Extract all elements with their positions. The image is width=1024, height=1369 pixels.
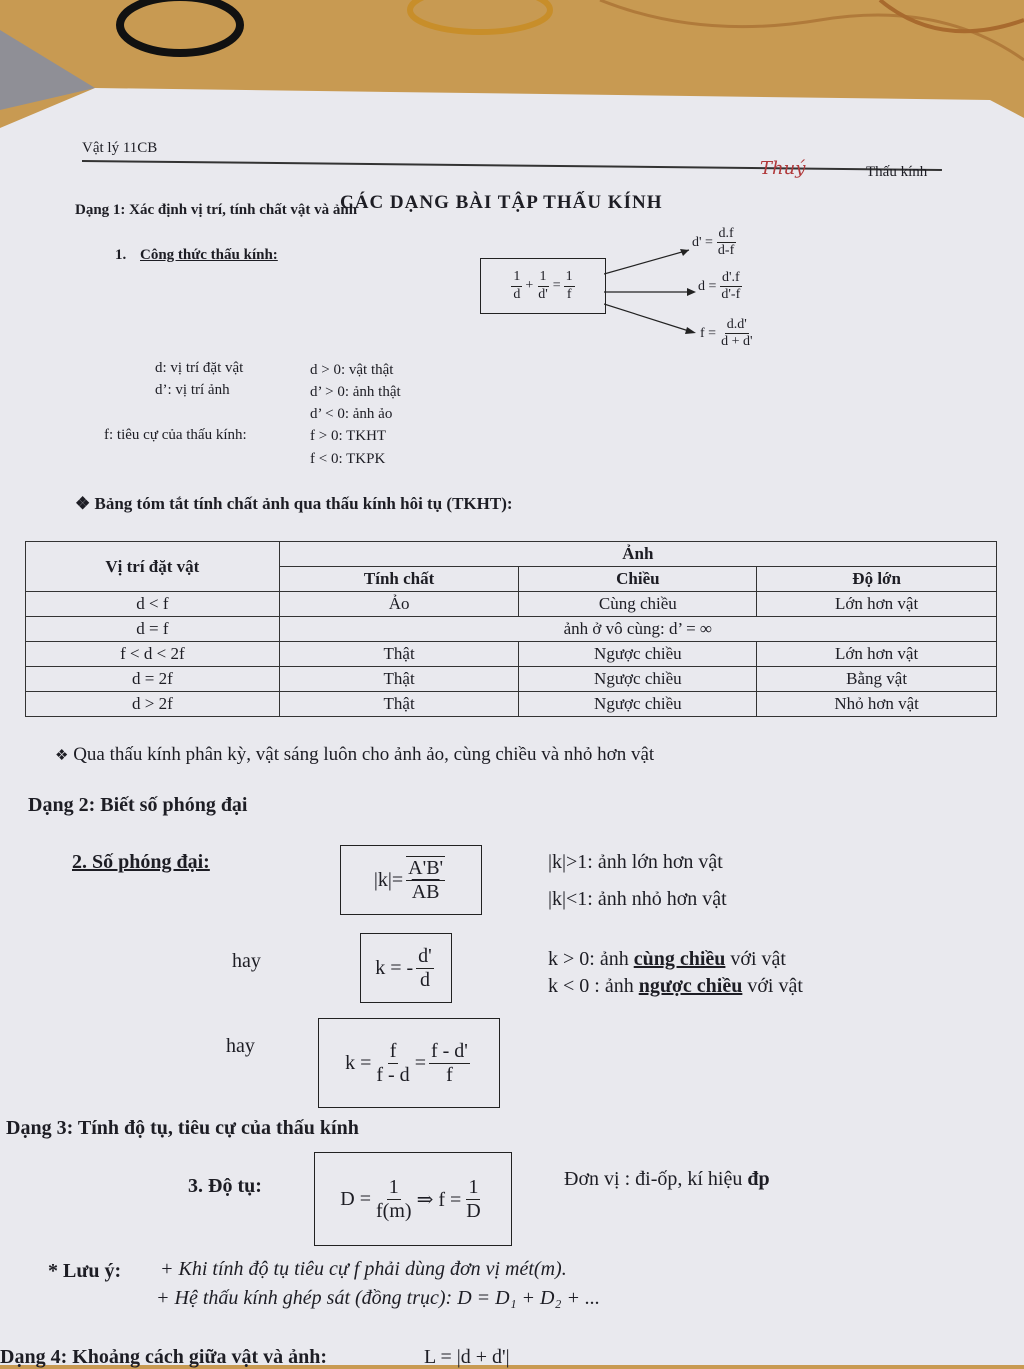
col-size-header: Độ lớn [757,567,997,592]
formula-d: d = $\frac{d'.f}{d'-f}$ [698,270,741,303]
dang4-formula: L = |d + d'| [424,1346,510,1368]
legend-d-pos: d > 0: vật thật [310,362,394,378]
table-row: d = f ảnh ở vô cùng: d’ = ∞ [26,617,997,642]
hay-1: hay [232,950,261,972]
mag-formula-box: |k| = $\frac{A'B'}{AB}$ [340,845,482,915]
col-nature-header: Tính chất [279,567,519,592]
legend-f-pos: f > 0: TKHT [310,428,387,444]
header-topic: Thấu kính [866,164,928,180]
legend-f-neg: f < 0: TKPK [310,451,386,467]
page-title: CÁC DẠNG BÀI TẬP THẤU KÍNH [340,192,663,213]
note-line-1: + Khi tính độ tụ tiêu cự f phải dùng đơn vị mét(m). [160,1258,567,1280]
bullet-icon: ❖ [55,748,69,764]
dang4-heading: Dạng 4: Khoảng cách giữa vật và ảnh: [0,1346,328,1368]
table-row: d < f Ảo Cùng chiều Lớn hơn vật [26,592,997,617]
power-formula-box: D = $\frac{1}{f(m)}$ ⇒ f = $\frac{1}{D}$ [314,1152,512,1246]
table-row: d = 2f Thật Ngược chiều Bằng vật [26,667,997,692]
mag-formula-box-2: k = - $\frac{d'}{d}$ [360,933,452,1003]
dang1-heading: Dạng 1: Xác định vị trí, tính chất vật và ảnh [75,202,358,218]
col-image-header: Ảnh [279,542,996,567]
col-direction-header: Chiều [519,567,757,592]
note-label: * Lưu ý: [48,1260,122,1282]
note-line-2: + Hệ thấu kính ghép sát (đồng trục): D = D₁ + D₂ + ... [156,1287,600,1309]
mag-gt-rule: |k|>1: ảnh lớn hơn vật [548,851,723,873]
table-row: d > 2f Thật Ngược chiều Nhỏ hơn vật [26,692,997,717]
legend-d: d: vị trí đặt vật [155,360,244,376]
table-caption: ❖ Bảng tóm tắt tính chất ảnh qua thấu kính hôi tụ (TKHT): [75,494,513,513]
header-subject: Vật lý 11CB [82,140,158,156]
col-position-header: Vị trí đặt vật [26,542,280,592]
section-1-title: Công thức thấu kính: [140,247,278,263]
mag-lt-rule: |k|<1: ảnh nhỏ hơn vật [548,888,727,910]
hay-2: hay [226,1035,255,1057]
bullet-icon: ❖ [75,494,91,513]
legend-f: f: tiêu cự của thấu kính: [104,427,247,443]
legend-dp: d’: vị trí ảnh [155,382,230,398]
frac-1-d: $\frac{1}{d}$ [513,269,521,302]
frac-1-dp: $\frac{1}{d'}$ [538,269,548,302]
formula-f: f = $\frac{d.d'}{d + d'}$ [700,317,753,350]
image-properties-table [25,541,997,717]
divergent-note: ❖ Qua thấu kính phân kỳ, vật sáng luôn cho ảnh ảo, cùng chiều và nhỏ hơn vật [55,744,655,765]
formula-d-prime: d' = $\frac{d.f}{d-f}$ [692,226,735,259]
dang2-heading: Dạng 2: Biết số phóng đại [28,794,248,816]
signature: Thuý [760,158,806,179]
k-positive-rule: k > 0: ảnh cùng chiều với vật [548,948,786,970]
dang3-heading: Dạng 3: Tính độ tụ, tiêu cự của thấu kính [6,1117,359,1139]
section-1-number: 1. [115,247,127,263]
section-3-label: 3. Độ tụ: [188,1175,262,1197]
section-1-label [115,247,278,264]
legend-dp-pos: d’ > 0: ảnh thật [310,384,401,400]
legend-dp-neg: d’ < 0: ảnh ảo [310,406,393,422]
section-2-label: 2. Số phóng đại: [72,851,210,873]
lens-formula-box: $\frac{1}{d}$ + $\frac{1}{d'}$ = $\frac{1}{f}$ [480,258,606,314]
power-unit: Đơn vị : đi-ốp, kí hiệu đp [564,1168,770,1190]
table-row: f < d < 2f Thật Ngược chiều Lớn hơn vật [26,642,997,667]
k-negative-rule: k < 0 : ảnh ngược chiều với vật [548,975,803,997]
frac-1-f: $\frac{1}{f}$ [565,269,573,302]
mag-formula-box-3: k = $\frac{f}{f - d}$ = $\frac{f - d'}{f}$ [318,1018,500,1108]
